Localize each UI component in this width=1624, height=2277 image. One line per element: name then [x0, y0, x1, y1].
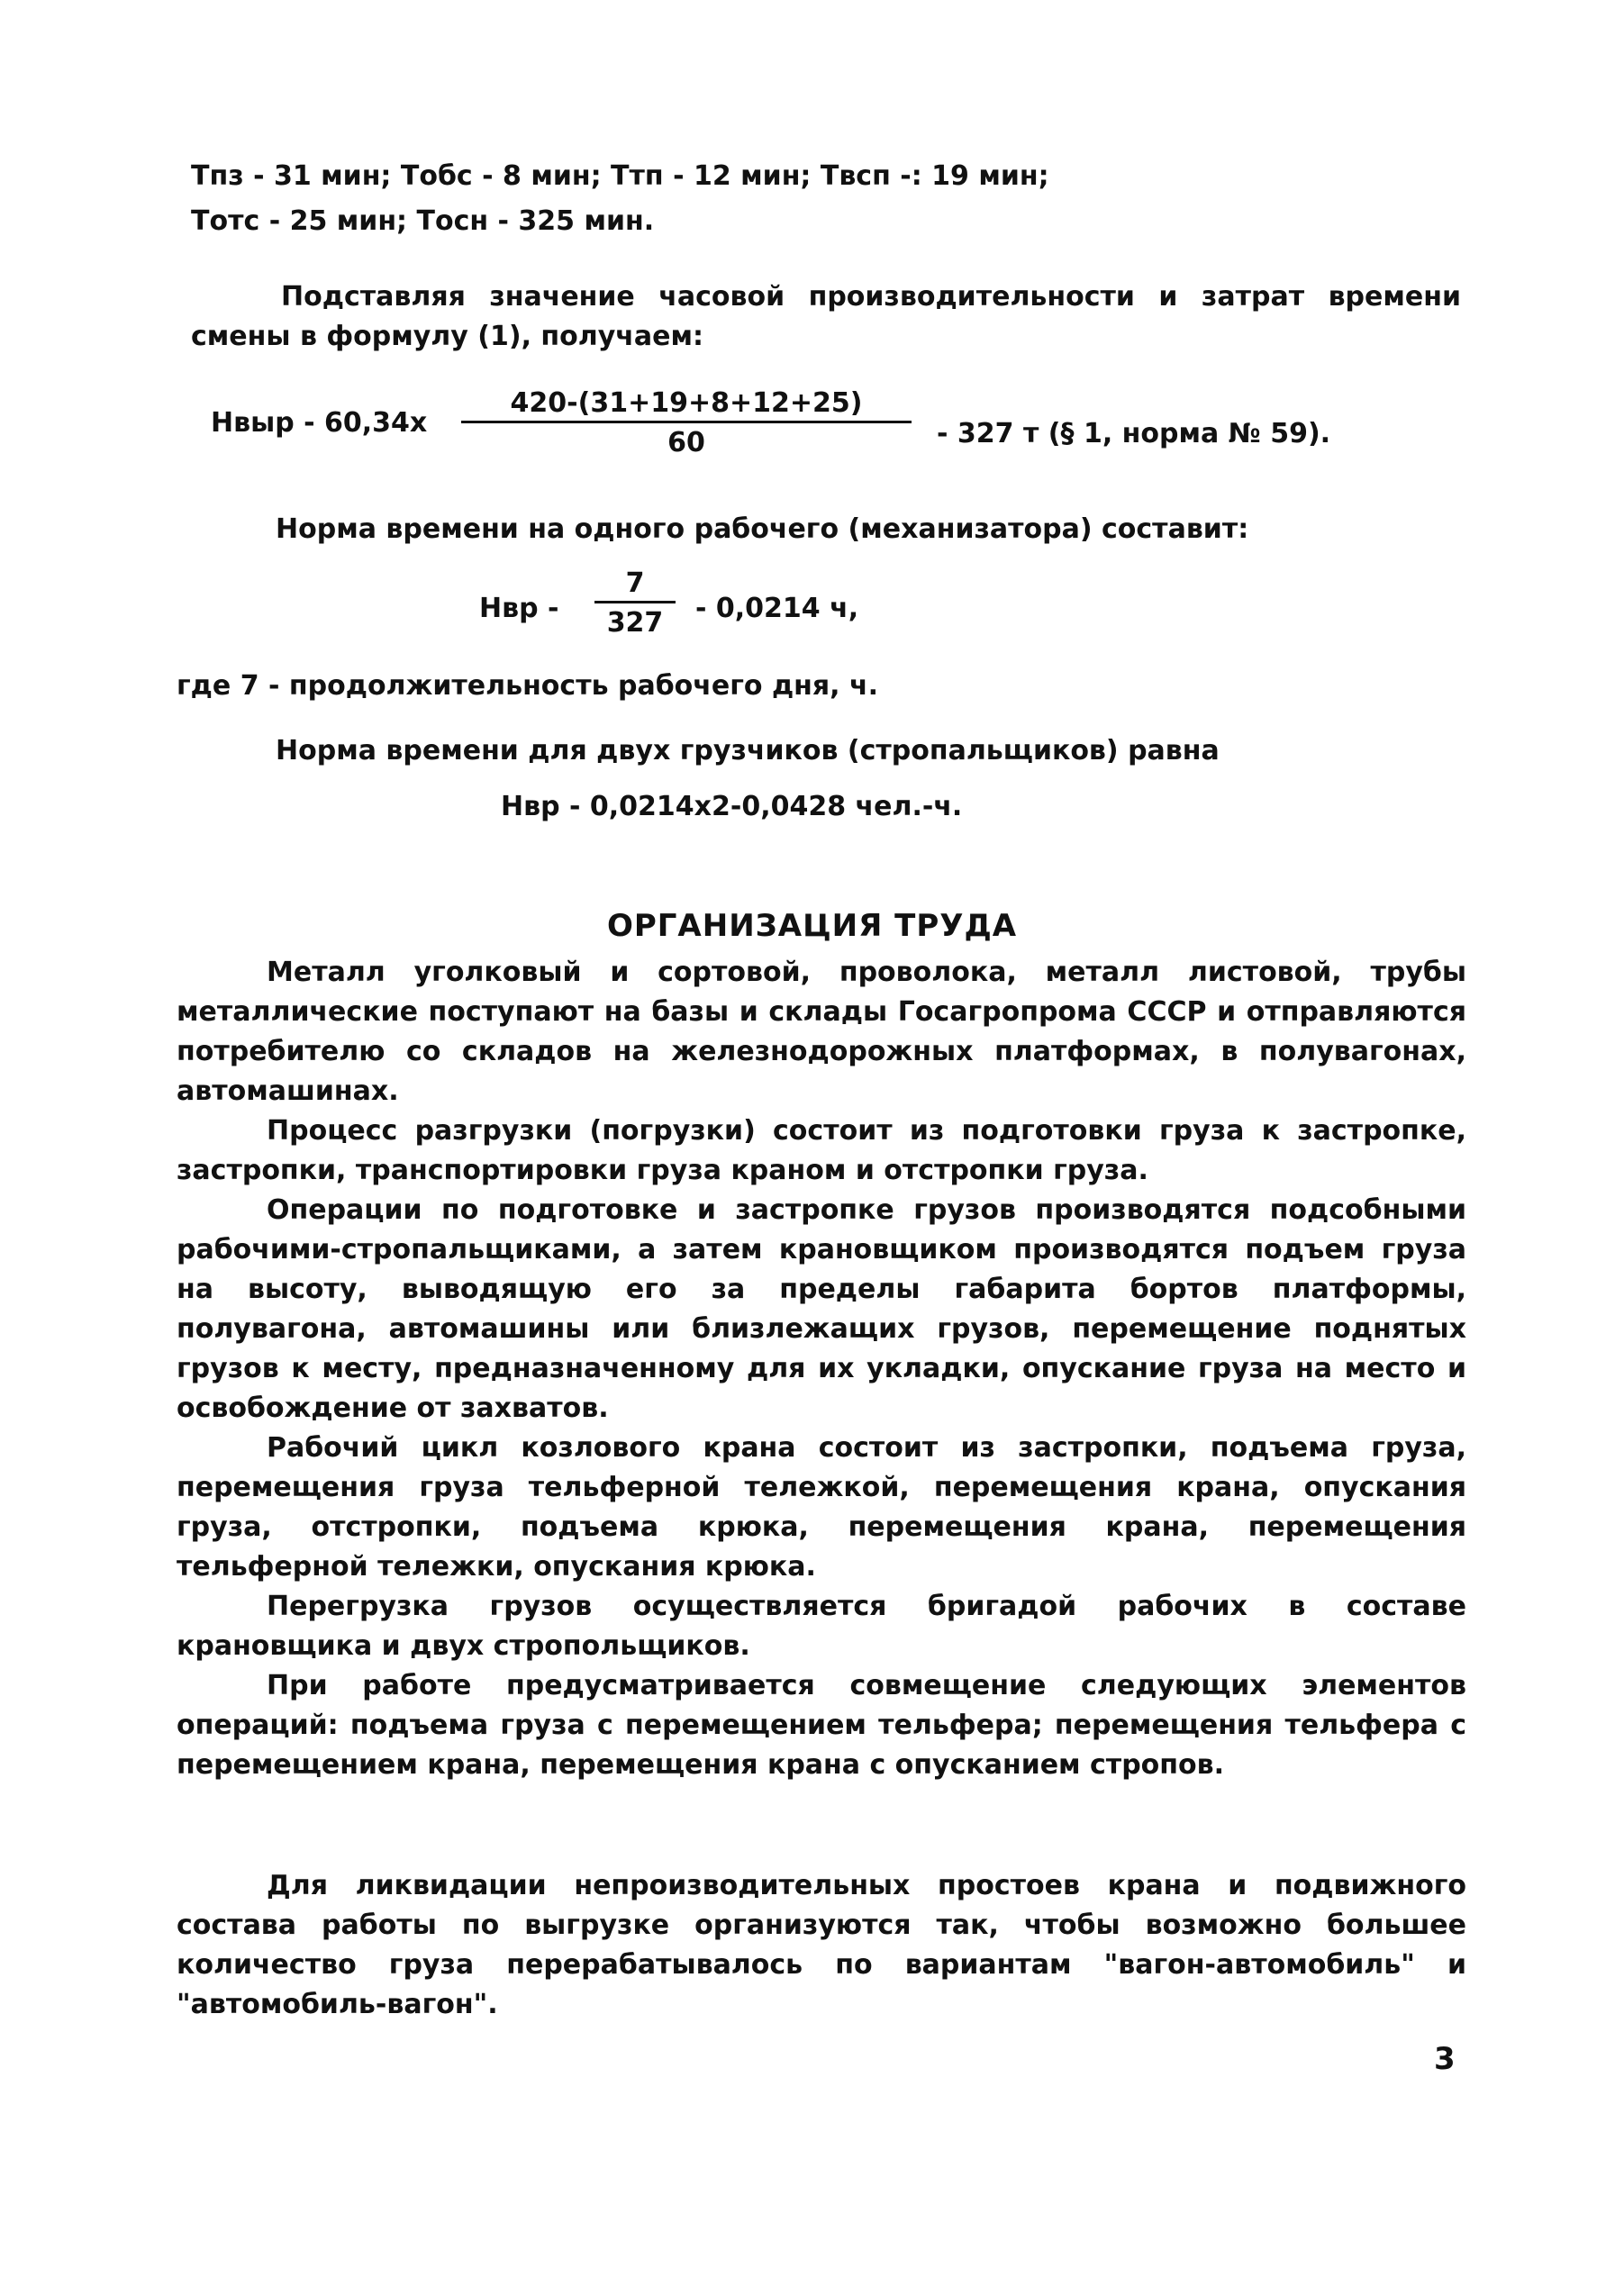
- formula1-lhs: Нвыр - 60,34х: [211, 407, 428, 439]
- where-text: где 7 - продолжительность рабочего дня, ч.: [177, 670, 879, 702]
- time-values-line-2: Тотс - 25 мин; Тосн - 325 мин.: [191, 205, 655, 237]
- final-paragraph: Для ликвидации непроизводительных простоев крана и подвижного состава работы по выгрузке организуются так, чтобы возможно большее количество груза перерабатывалось по вариантам "вагон-автомобиль" и "автомобиль-вагон".: [177, 1870, 1466, 2020]
- formula2-rhs: - 0,0214 ч,: [695, 593, 859, 624]
- norm-text: Норма времени на одного рабочего (механизатора) составит:: [276, 513, 1249, 545]
- formula1-numerator: 420-(31+19+8+12+25): [461, 387, 912, 423]
- formula2-numerator: 7: [594, 567, 676, 603]
- paragraph-1: Металл уголковый и сортовой, проволока, металл листовой, трубы металлические поступают на базы и склады Госагропрома СССР и отправляются потребителю со складов на железнодорожных платформах, в полувагонах, автомашинах.: [177, 957, 1466, 1107]
- paragraph-5: Перегрузка грузов осуществляется бригадой рабочих в составе крановщика и двух стропольщиков.: [177, 1591, 1466, 1662]
- formula3: Нвр - 0,0214х2-0,0428 чел.-ч.: [501, 791, 963, 822]
- paragraph-4: Рабочий цикл козлового крана состоит из застропки, подъема груза, перемещения груза тельферной тележкой, перемещения крана, опускания груза, отстропки, подъема крюка, перемещения крана, перемещения тельферной тележки, опускания крюка.: [177, 1432, 1466, 1583]
- two-loaders-text: Норма времени для двух грузчиков (стропальщиков) равна: [276, 735, 1220, 767]
- time-values-line-1: Тпз - 31 мин; Тобс - 8 мин; Ттп - 12 мин; Твсп -: 19 мин;: [191, 160, 1049, 192]
- formula2-lhs: Нвр -: [479, 593, 559, 624]
- paragraph-2: Процесс разгрузки (погрузки) состоит из подготовки груза к застропке, застропки, транспортировки груза краном и отстропки груза.: [177, 1115, 1466, 1186]
- formula1-rhs: - 327 т (§ 1, норма № 59).: [937, 418, 1331, 449]
- body-paragraphs: [177, 953, 1466, 1785]
- paragraph-3: Операции по подготовке и застропке грузов производятся подсобными рабочими-стропальщиками, а затем крановщиком производятся подъем груза на высоту, выводящую его за пределы габарита бортов платформы, полувагона, автомашины или близлежащих грузов, перемещение поднятых грузов к месту, предназначенному для их укладки, опускание груза на место и освобождение от захватов.: [177, 1194, 1466, 1424]
- formula2-denominator: 327: [606, 607, 664, 639]
- formula1-denominator: 60: [667, 427, 705, 458]
- section-title: ОРГАНИЗАЦИЯ ТРУДА: [606, 908, 1018, 944]
- final-paragraph-block: [177, 1866, 1466, 2025]
- formula2-fraction: [594, 567, 676, 639]
- paragraph-6: При работе предусматривается совмещение следующих элементов операций: подъема груза с перемещением тельфера; перемещения тельфера с перемещением крана, перемещения крана с опусканием стропов.: [177, 1670, 1466, 1781]
- intro-text: Подставляя значение часовой производительности и затрат времени смены в формулу (1), получаем:: [191, 281, 1461, 352]
- intro-paragraph: [191, 277, 1461, 357]
- page-number: 3: [1434, 2041, 1456, 2077]
- formula1-fraction: [461, 387, 912, 458]
